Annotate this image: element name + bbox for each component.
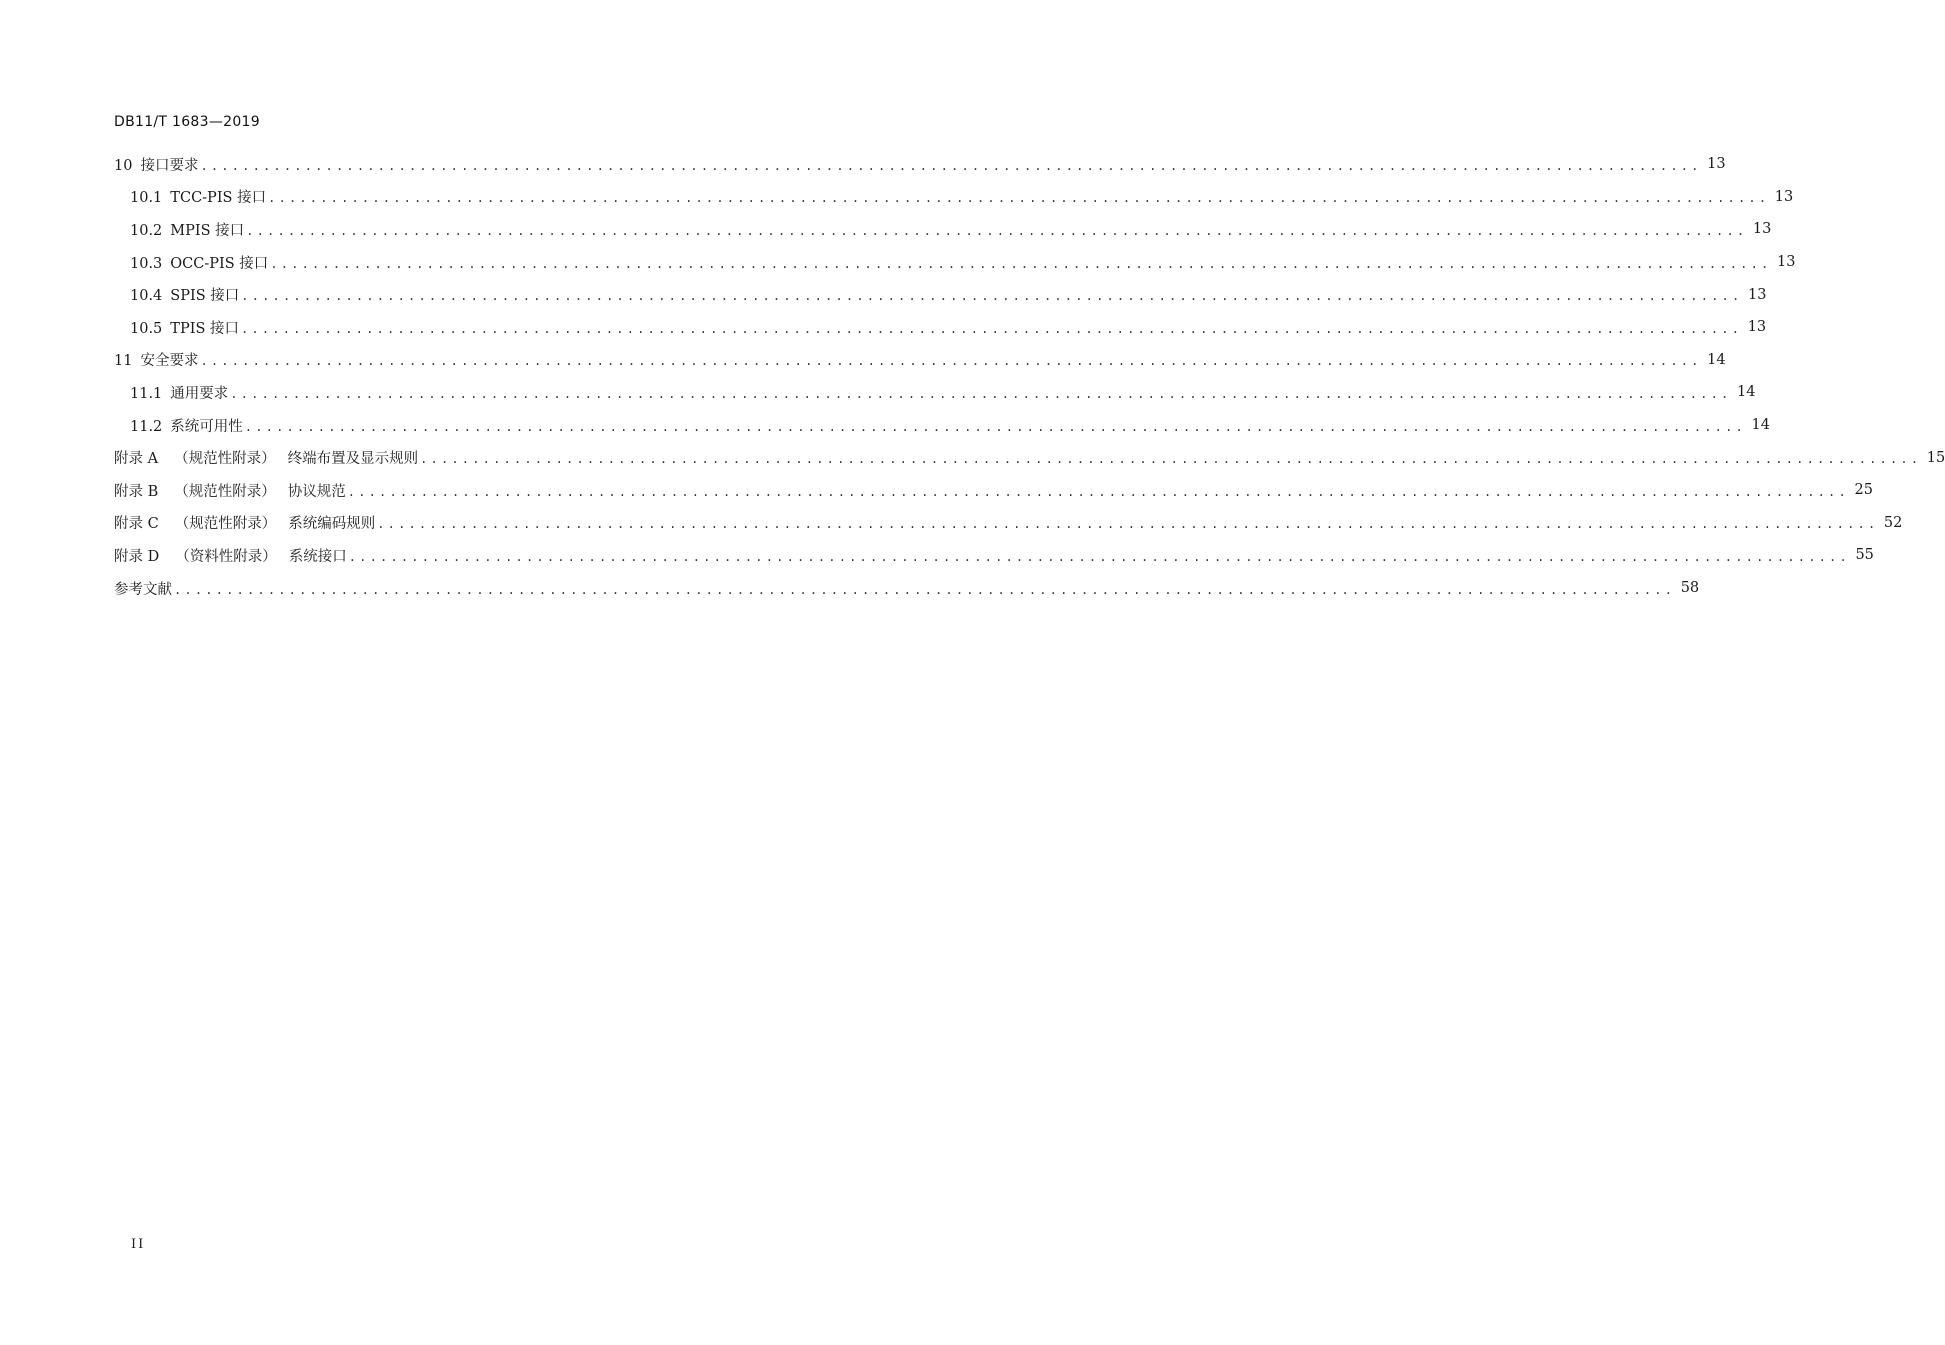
toc-entry-title: 安全要求 — [140, 353, 199, 370]
toc-entry[interactable] — [114, 376, 1756, 409]
toc-leader-dots: ................................................................................................................................................ — [420, 452, 1922, 467]
toc-entry[interactable] — [114, 181, 1794, 214]
document-code: DB11/T 1683—2019 — [114, 114, 260, 130]
toc-entry-number: 10 — [114, 157, 133, 174]
page-number: II — [131, 1237, 146, 1252]
toc-entry-page: 13 — [1771, 254, 1795, 270]
toc-entry-page: 55 — [1850, 547, 1874, 563]
toc-entry-title: MPIS 接口 — [170, 222, 245, 239]
toc-entry-page: 13 — [1742, 287, 1766, 303]
toc-entry-page: 14 — [1702, 352, 1726, 368]
toc-entry-title: OCC-PIS 接口 — [170, 255, 269, 272]
toc-entry-page: 14 — [1746, 417, 1770, 433]
toc-entry-number: 11.1 — [130, 385, 163, 402]
toc-entry-number: 10.1 — [130, 190, 163, 207]
toc-entry-number: 附录 B — [114, 483, 159, 500]
toc-entry[interactable] — [114, 507, 1903, 540]
toc-entry[interactable] — [114, 409, 1770, 442]
toc-leader-dots: ................................................................................................................................................ — [270, 256, 1772, 271]
toc-leader-dots: ................................................................................................................................................ — [200, 158, 1702, 173]
toc-entry-label — [130, 284, 241, 305]
toc-entry-label — [114, 447, 420, 468]
toc-entry-number: 附录 A — [114, 451, 159, 468]
toc-entry[interactable] — [114, 539, 1874, 572]
toc-entry-number: 10.3 — [130, 255, 163, 272]
toc-entry[interactable] — [114, 311, 1767, 344]
toc-entry-page: 14 — [1731, 384, 1755, 400]
toc-entry-page: 13 — [1769, 189, 1793, 205]
toc-leader-dots: ................................................................................................................................................ — [347, 484, 1849, 499]
toc-leader-dots: ................................................................................................................................................ — [241, 321, 1743, 336]
toc-leader-dots: ................................................................................................................................................ — [377, 517, 1879, 532]
toc-entry-number: 11.2 — [130, 418, 163, 435]
toc-entry-page: 58 — [1675, 580, 1699, 596]
toc-entry-page: 13 — [1742, 319, 1766, 335]
toc-leader-dots: ................................................................................................................................................ — [244, 419, 1746, 434]
toc-entry-number: 附录 C — [114, 516, 159, 533]
toc-entry-title: 系统接口 — [288, 548, 347, 565]
toc-leader-dots: ................................................................................................................................................ — [200, 354, 1702, 369]
toc-entry-page: 52 — [1878, 515, 1902, 531]
toc-entry-title: 参考文献 — [114, 581, 172, 598]
table-of-contents — [114, 148, 1945, 604]
toc-entry-title: 协议规范 — [287, 483, 346, 500]
toc-entry-label — [130, 252, 270, 273]
toc-entry-label — [114, 349, 200, 370]
toc-entry-label — [114, 578, 174, 599]
toc-entry-title: 系统编码规则 — [288, 516, 376, 533]
toc-entry-page: 25 — [1849, 482, 1873, 498]
toc-entry-title: 终端布置及显示规则 — [287, 451, 419, 468]
toc-leader-dots: ................................................................................................................................................ — [348, 549, 1850, 564]
toc-entry[interactable] — [114, 246, 1796, 279]
toc-entry-label — [130, 219, 246, 240]
toc-entry[interactable] — [114, 344, 1726, 377]
toc-entry[interactable] — [114, 572, 1700, 605]
toc-entry-title: 通用要求 — [170, 385, 229, 402]
toc-entry[interactable] — [114, 213, 1772, 246]
toc-entry-number: 10.4 — [130, 288, 163, 305]
toc-entry-title: TPIS 接口 — [170, 320, 239, 337]
toc-entry-category: （规范性附录） — [174, 483, 276, 500]
toc-entry-title: 系统可用性 — [170, 418, 243, 435]
toc-entry-title: 接口要求 — [140, 157, 199, 174]
toc-entry-page: 13 — [1747, 221, 1771, 237]
toc-entry-category: （资料性附录） — [175, 548, 277, 565]
toc-leader-dots: ................................................................................................................................................ — [230, 386, 1732, 401]
toc-entry-label — [114, 154, 200, 175]
toc-entry-label — [114, 545, 349, 566]
toc-entry[interactable] — [114, 148, 1726, 181]
toc-leader-dots: ................................................................................................................................................ — [241, 289, 1743, 304]
toc-entry-label — [130, 415, 245, 436]
toc-entry[interactable] — [114, 474, 1873, 507]
toc-entry-number: 附录 D — [114, 548, 160, 565]
toc-entry[interactable] — [114, 278, 1767, 311]
toc-entry-label — [114, 480, 348, 501]
toc-entry-number: 10.5 — [130, 320, 163, 337]
toc-entry[interactable] — [114, 441, 1945, 474]
toc-entry-title: TCC-PIS 接口 — [170, 190, 267, 207]
toc-leader-dots: ................................................................................................................................................ — [268, 191, 1770, 206]
toc-entry-number: 10.2 — [130, 222, 163, 239]
toc-entry-category: （规范性附录） — [174, 451, 276, 468]
toc-entry-category: （规范性附录） — [174, 516, 277, 533]
toc-entry-label — [130, 186, 268, 207]
toc-entry-label — [130, 317, 241, 338]
toc-leader-dots: ................................................................................................................................................ — [246, 223, 1748, 238]
toc-entry-title: SPIS 接口 — [170, 288, 240, 305]
toc-entry-page: 13 — [1702, 156, 1726, 172]
toc-entry-label — [130, 382, 230, 403]
toc-entry-number: 11 — [114, 353, 133, 370]
toc-entry-page: 15 — [1921, 450, 1945, 466]
toc-entry-label — [114, 512, 377, 533]
toc-leader-dots: ................................................................................................................................................ — [174, 582, 1676, 597]
